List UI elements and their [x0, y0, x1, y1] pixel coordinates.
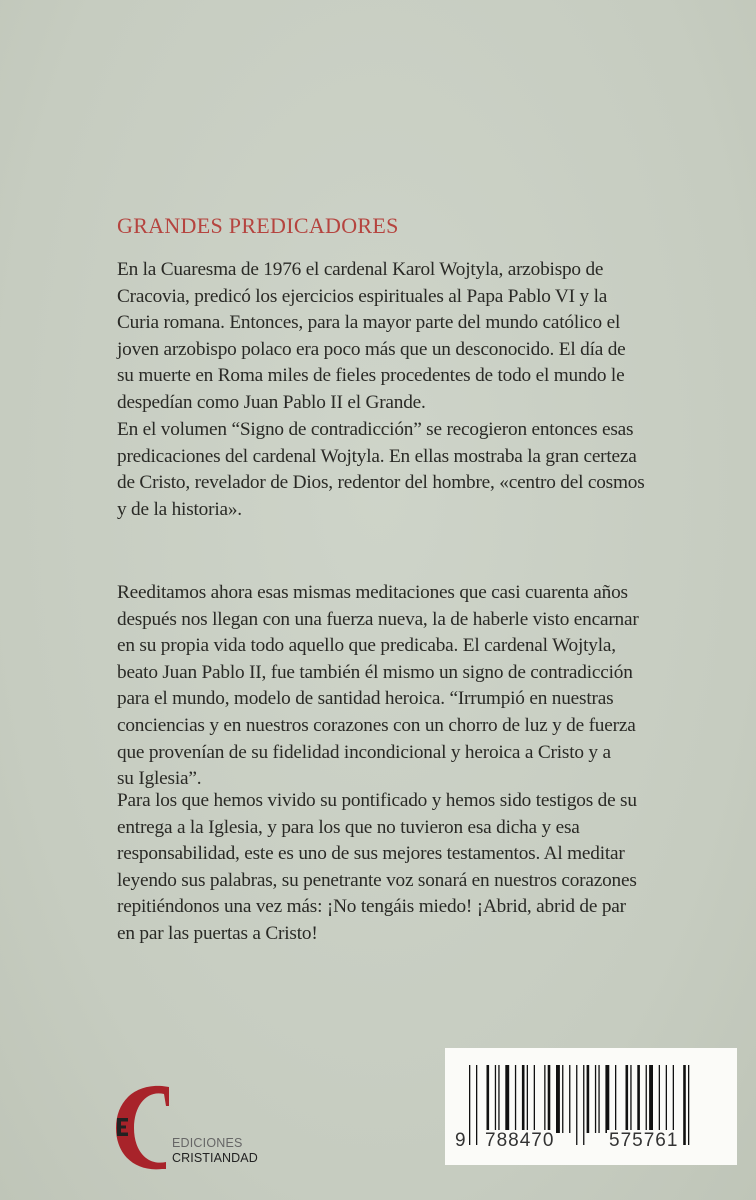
barcode-bar — [515, 1065, 516, 1133]
barcode-bar — [534, 1065, 535, 1133]
text-line: Curia romana. Entonces, para la mayor parte del mundo católico el — [117, 312, 621, 334]
barcode-bar — [548, 1065, 551, 1133]
barcode-bar — [495, 1065, 496, 1133]
blurb-paragraph-1 — [117, 257, 626, 417]
series-title: GRANDES PREDICADORES — [117, 213, 399, 238]
barcode-bar — [605, 1065, 609, 1133]
barcode-bar — [637, 1065, 640, 1133]
barcode-bar — [683, 1065, 686, 1145]
barcode-bar — [569, 1065, 570, 1133]
barcode-bar — [576, 1065, 577, 1145]
barcode-bar — [469, 1065, 470, 1145]
barcode-bar — [595, 1065, 596, 1133]
text-line: En el volumen “Signo de contradicción” se recogieron entonces esas — [117, 419, 634, 440]
barcode-bar — [505, 1065, 509, 1133]
text-line: su muerte en Roma miles de fieles procedentes de todo el mundo le — [117, 365, 625, 387]
text-line: joven arzobispo polaco era poco más que un desconocido. El día de — [117, 338, 626, 360]
text-line: y de la historia». — [117, 498, 242, 520]
blurb-paragraph-3 — [117, 580, 639, 793]
barcode-group-1: 788470 — [485, 1130, 555, 1151]
barcode-bar — [587, 1065, 590, 1133]
text-line: responsabilidad, este es uno de sus mejores testamentos. Al meditar — [117, 843, 625, 865]
text-line: después nos llegan con una fuerza nueva, la de haberle visto encarnar — [117, 608, 639, 630]
text-line: Para los que hemos vivido su pontificado y hemos sido testigos de su — [117, 790, 637, 811]
text-line: de Cristo, revelador de Dios, redentor del hombre, «centro del cosmos — [117, 472, 645, 494]
barcode-bar — [688, 1065, 689, 1145]
text-line: para el mundo, modelo de santidad heroica. “Irrumpió en nuestras — [117, 688, 614, 710]
barcode-bar — [659, 1065, 660, 1133]
barcode-bar — [562, 1065, 563, 1133]
barcode-bar — [544, 1065, 545, 1133]
barcode-bar — [630, 1065, 631, 1133]
text-line: en su propia vida todo aquello que predicaba. El cardenal Wojtyla, — [117, 635, 616, 657]
barcode-bar — [498, 1065, 499, 1133]
publisher-logo — [112, 1082, 272, 1172]
barcode-bar — [598, 1065, 599, 1133]
text-line: repitiéndonos una vez más: ¡No tengáis miedo! ¡Abrid, abrid de par — [117, 896, 626, 918]
publisher-line1: EDICIONES — [172, 1136, 243, 1150]
barcode-first-digit: 9 — [455, 1130, 467, 1151]
barcode-bar — [666, 1065, 667, 1133]
blurb-paragraph-4 — [117, 788, 637, 948]
text-line: entrega a la Iglesia, y para los que no tuvieron esa dicha y esa — [117, 816, 580, 838]
text-line: beato Juan Pablo II, fue también él mismo un signo de contradicción — [117, 661, 633, 683]
barcode-bar — [556, 1065, 560, 1133]
barcode-bar — [649, 1065, 653, 1133]
text-line: En la Cuaresma de 1976 el cardenal Karol Wojtyla, arzobispo de — [117, 259, 604, 280]
text-line: predicaciones del cardenal Wojtyla. En ellas mostraba la gran certeza — [117, 445, 637, 467]
barcode-bar — [487, 1065, 490, 1133]
barcode-bar — [527, 1065, 528, 1133]
text-line: Cracovia, predicó los ejercicios espirituales al Papa Pablo VI y la — [117, 285, 608, 307]
logo-ce-mark — [112, 1082, 172, 1172]
barcode-bar — [646, 1065, 647, 1133]
text-line: despedían como Juan Pablo II el Grande. — [117, 391, 426, 413]
text-line: en par las puertas a Cristo! — [117, 922, 318, 944]
barcode-bar — [476, 1065, 477, 1145]
barcode-bar — [522, 1065, 525, 1133]
text-line: conciencias y en nuestros corazones con un chorro de luz y de fuerza — [117, 714, 636, 736]
barcode-bar — [583, 1065, 584, 1145]
text-line: leyendo sus palabras, su penetrante voz sonará en nuestros corazones — [117, 869, 637, 891]
barcode-bar — [615, 1065, 616, 1133]
blurb-paragraph-2 — [117, 417, 645, 523]
text-line: Reeditamos ahora esas mismas meditaciones que casi cuarenta años — [117, 582, 628, 603]
text-line: su Iglesia”. — [117, 768, 202, 790]
barcode-bar — [626, 1065, 629, 1133]
barcode-group-2: 575761 — [609, 1130, 679, 1151]
publisher-line2: CRISTIANDAD — [172, 1151, 258, 1165]
isbn-barcode — [445, 1048, 737, 1165]
barcode-bar — [673, 1065, 674, 1133]
text-line: que provenían de su fidelidad incondicional y heroica a Cristo y a — [117, 741, 611, 763]
